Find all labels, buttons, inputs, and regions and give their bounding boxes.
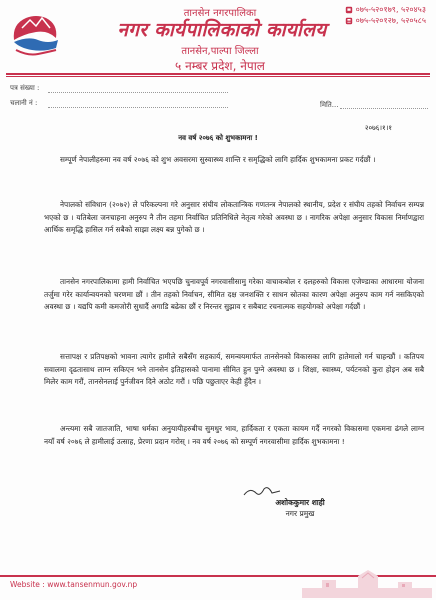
header-divider-thin [6,76,430,77]
signature-mark [242,485,282,499]
paragraph: सम्पूर्ण नेपालीहरुमा नव वर्ष २०७६ को शुभ अवसरमा सुस्वास्थ्य शान्ति र समृद्धिको लागि हार्दिक शुभकामना प्रकट गर्दछौं । [60,155,376,164]
phone-icon [345,6,353,14]
district-line: तानसेन,पाल्पा जिल्ला [181,46,259,57]
letter-no-label: पत्र संख्या : [10,84,40,92]
phone-number-2: ०७५-५२०१२७, ५२०५८५ [355,16,426,25]
paragraph: सत्तापक्ष र प्रतिपक्षको भावना त्यागेर हामीले सबैसँग सहकार्य, समन्वयमार्फत तानसेनको विकासका लागि हातेमालो गर्न चाहन्छौं । कतिपय सवालमा दृढतासाथ लाग्न सकिएन भने तानसेन इतिहासको पानामा सीमित हुन पुग्ने अवस्था छ । शिक्षा, स्वास्थ्य, पर्यटनको कुरा होइन अब सबै मिलेर काम गरौं, तानसेनलाई पुर्नजीवन दिने अठोट गरौं । पछि पछुताएर केही हुँदैन । [44,352,424,387]
letter-date: २०७६।१।१ [364,124,392,132]
signatory-name: अशोककुमार शाही [275,498,325,507]
header-divider [6,73,430,75]
paragraph: अन्त्यमा सबै जातजाति, भाषा धर्मका अनुयायीहरुबीच सुमधुर भाव, हार्दिकता र एकता कायम गर्दै नगरको विकासमा एकमना ढंगले लाग्न नयाँ वर्ष २०७६ ले हामीलाई उत्साह, प्रेरणा प्रदान गरोस् । नव वर्ष २०७६ को सम्पूर्ण नगरवासीमा हार्दिक शुभकामना ! [44,424,424,446]
letter-subject: नव वर्ष २०७६ को शुभकामना ! [178,134,258,142]
phone-block [345,4,426,26]
date-line [340,108,428,109]
office-title: नगर कार्यपालिकाको कार्यालय [117,19,327,41]
letter-no-line [48,92,228,93]
fax-icon [345,17,353,25]
signature-block [240,497,360,519]
signatory-title: नगर प्रमुख [285,509,315,518]
phone-number-1: ०७५-५२०१७९, ५२०४५३ [355,5,426,14]
paragraph: नेपालको संविधान (२०७२) ले परिकल्पना गरे अनुसार संघीय लोकतान्त्रिक गणतन्त्र नेपालको स्थानीय, प्रदेश र संघीय तहको निर्वाचन सम्पन्न भएको छ । यतिबेला जनचाहना अनुरुप नै तीन तहमा निर्वाचित प्रतिनिधिले नेतृत्व गरेको अवस्था छ । नागरिक अपेक्षा अनुसार विकास निर्माणद्वारा आर्थिक समृद्धि हासिल गर्न सबैको साझा लक्ष्य बन्न पुगेको छ । [44,200,424,235]
municipality-name: तानसेन नगरपालिका [183,8,257,19]
nepal-emblem-icon [8,10,64,58]
website-link[interactable]: Website : www.tansenmun.gov.np [10,580,138,589]
footer-building-graphic [302,566,432,598]
dispatch-no-label: चलानी नं : [10,99,38,107]
province-line: ५ नम्बर प्रदेश, नेपाल [175,59,265,73]
paragraph: तानसेन नगरपालिकामा हामी निर्वाचित भएपछि चुनावपूर्व नगरवासीसामु गरेका वाचाकबोल र दलहरुको विकास एजेण्डाका आधारमा योजना तर्जुमा गरेर कार्यान्वयनको चरणमा छौं । तीन तहको निर्वाचन, सीमित दक्ष जनशक्ति र साधन स्रोतका कारण अपेक्षा अनुरुप काम गर्न नसकिएको अवस्था छ । यद्यपि कमी कमजोरी सुधार्दै अगाडि बढेका छौं र निरन्तर सुझाव र सबैबाट रचनात्मक सहयोगको अपेक्षा गर्दछौं । [44,277,424,312]
dispatch-no-line [48,107,228,108]
date-label: मिति... [320,101,339,109]
